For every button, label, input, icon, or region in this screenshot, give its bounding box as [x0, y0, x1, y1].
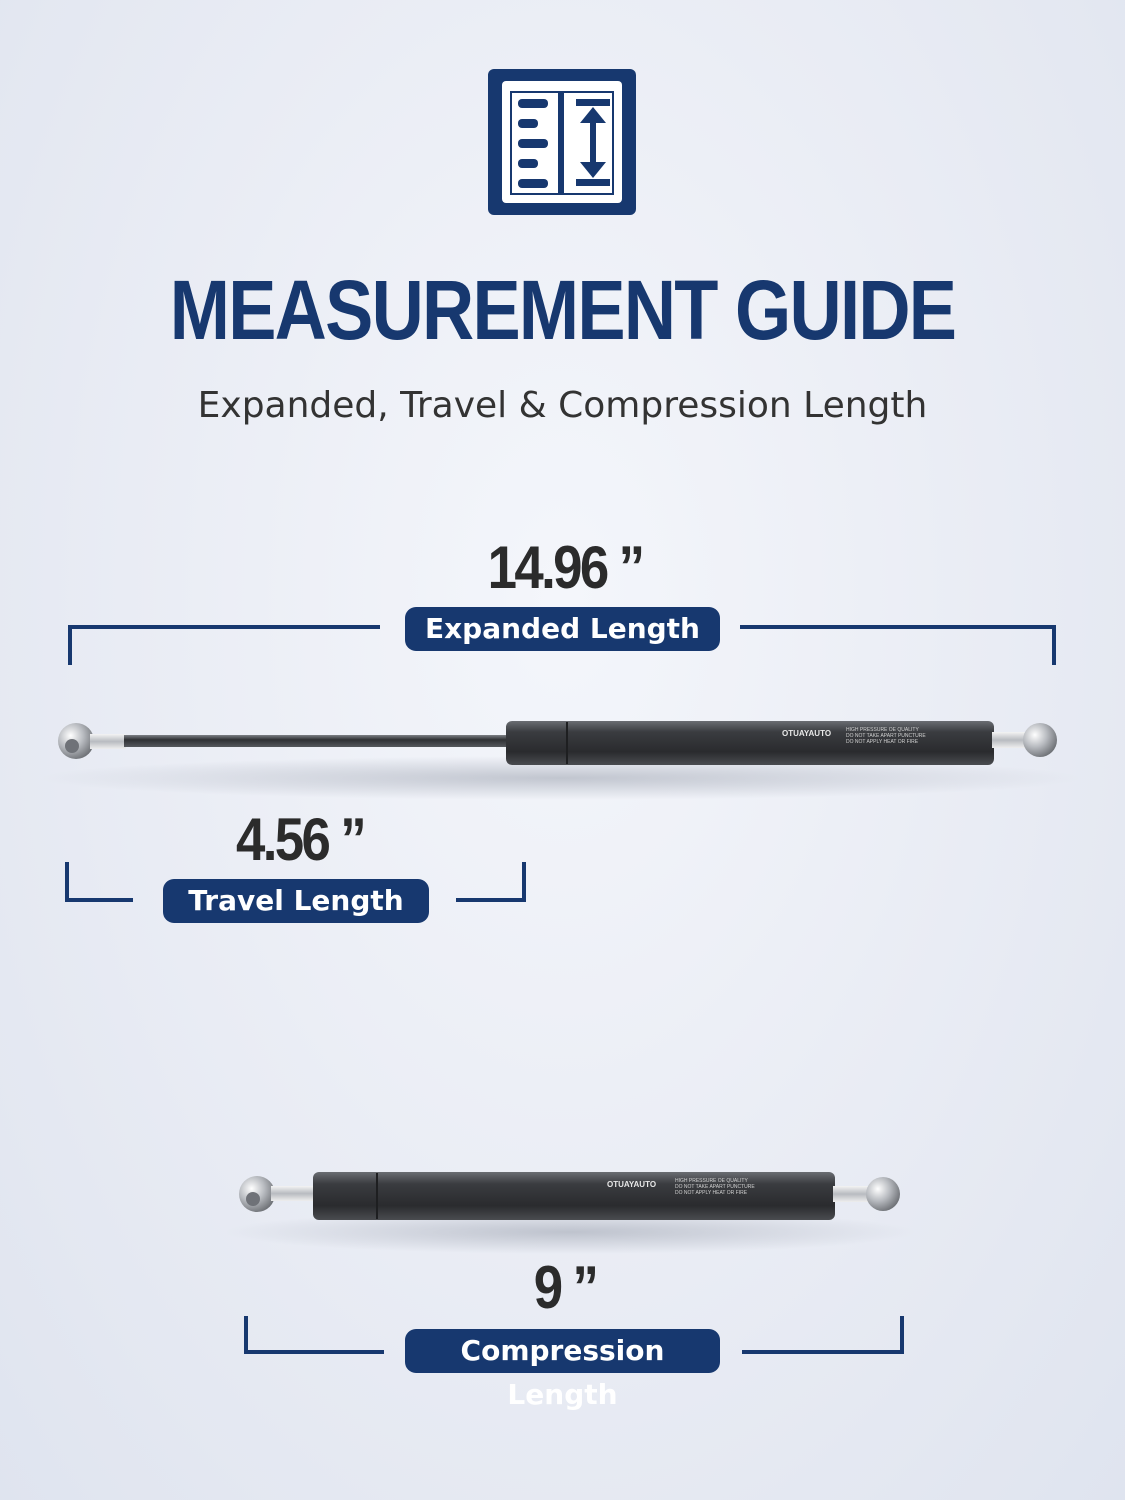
compression-bracket-left	[244, 1350, 384, 1354]
strut-brand-text: OTUAYAUTO	[782, 729, 832, 738]
strut-print-line-1: HIGH PRESSURE OE QUALITY	[846, 727, 919, 733]
gas-strut-expanded	[40, 700, 1080, 810]
travel-length-value: 4.56 ”	[235, 806, 364, 873]
strut-brand-text-compressed: OTUAYAUTO	[607, 1180, 657, 1189]
strut-print-line-1-compressed: HIGH PRESSURE OE QUALITY	[675, 1178, 748, 1184]
expanded-length-label: Expanded Length	[405, 607, 720, 651]
compression-length-label: Compression Length	[405, 1329, 720, 1373]
page-subtitle: Expanded, Travel & Compression Length	[197, 385, 928, 426]
travel-bracket-left	[65, 898, 133, 902]
expanded-length-value: 14.96 ”	[487, 534, 643, 601]
strut-print-line-2: DO NOT TAKE APART PUNCTURE	[846, 733, 926, 739]
strut-print-line-3: DO NOT APPLY HEAT OR FIRE	[846, 739, 919, 745]
compression-bracket-right-tick	[900, 1316, 904, 1354]
page-title: MEASUREMENT GUIDE	[169, 263, 956, 357]
strut-print-line-2-compressed: DO NOT TAKE APART PUNCTURE	[675, 1184, 755, 1190]
travel-bracket-left-tick	[65, 862, 69, 902]
measurement-ruler-icon	[488, 69, 636, 215]
travel-bracket-right-tick	[522, 862, 526, 902]
travel-bracket-right	[456, 898, 526, 902]
gas-strut-compressed	[225, 1150, 925, 1260]
expanded-bracket-right	[740, 625, 1056, 629]
travel-length-label: Travel Length	[163, 879, 429, 923]
expanded-bracket-left-tick	[68, 625, 72, 665]
compression-bracket-right	[742, 1350, 904, 1354]
expanded-bracket-left	[68, 625, 380, 629]
strut-print-line-3-compressed: DO NOT APPLY HEAT OR FIRE	[675, 1190, 748, 1196]
compression-length-value: 9 ”	[533, 1254, 597, 1321]
expanded-bracket-right-tick	[1052, 625, 1056, 665]
compression-bracket-left-tick	[244, 1316, 248, 1354]
